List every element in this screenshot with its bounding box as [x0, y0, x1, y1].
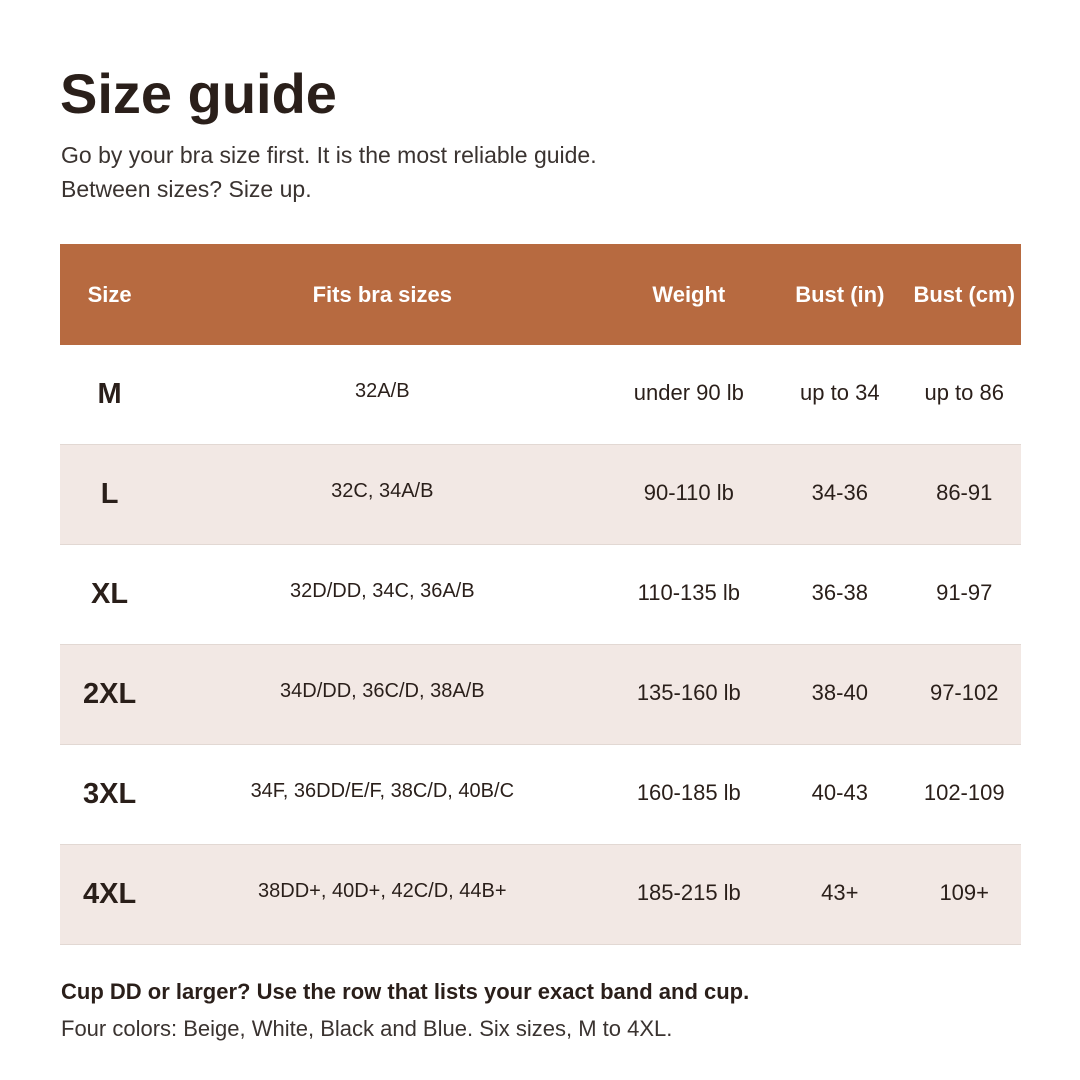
cell-bra-sizes: 38DD+, 40D+, 42C/D, 44B+ — [258, 880, 507, 902]
cell-bust-cm: 109+ — [939, 879, 989, 905]
table-row — [60, 745, 1021, 845]
cell-weight: 90-110 lb — [643, 479, 734, 505]
cell-weight: 160-185 lb — [636, 779, 741, 805]
cup-size-note: Cup DD or larger? Use the row that lists your exact band and cup. — [61, 979, 750, 1004]
table-row — [60, 445, 1021, 545]
cell-bra-sizes: 34F, 36DD/E/F, 38C/D, 40B/C — [250, 780, 515, 802]
subtitle-line-2: Between sizes? Size up. — [61, 176, 312, 202]
cell-weight: under 90 lb — [633, 379, 744, 405]
cell-size: XL — [91, 578, 129, 610]
header-bust-in: Bust (in) — [795, 281, 885, 307]
cell-bust-cm: 102-109 — [923, 779, 1005, 805]
header-bust-cm: Bust (cm) — [913, 281, 1015, 307]
cell-bust-in: 38-40 — [811, 679, 868, 705]
cell-bust-cm: up to 86 — [924, 379, 1004, 405]
table-row — [60, 345, 1021, 445]
cell-bust-cm: 97-102 — [929, 679, 999, 705]
cell-bust-in: 40-43 — [811, 779, 868, 805]
table-row — [60, 645, 1021, 745]
cell-size: 2XL — [82, 678, 137, 710]
subtitle-line-1: Go by your bra size first. It is the most reliable guide. — [61, 142, 597, 168]
colors-sizes-note: Four colors: Beige, White, Black and Blue. Six sizes, M to 4XL. — [61, 1016, 673, 1041]
page-title: Size guide — [60, 62, 337, 125]
cell-bust-in: up to 34 — [800, 379, 880, 405]
cell-bust-cm: 91-97 — [936, 579, 993, 605]
cell-weight: 110-135 lb — [637, 579, 740, 605]
table-row — [60, 845, 1021, 945]
cell-bust-in: 34-36 — [811, 479, 868, 505]
header-weight: Weight — [652, 281, 726, 307]
size-table — [60, 244, 1021, 945]
cell-bust-in: 36-38 — [811, 579, 868, 605]
header-size: Size — [87, 281, 132, 307]
cell-bra-sizes: 34D/DD, 36C/D, 38A/B — [280, 680, 485, 702]
cell-bust-in: 43+ — [821, 879, 859, 905]
table-row — [60, 545, 1021, 645]
cell-size: M — [97, 378, 122, 410]
cell-size: L — [100, 478, 119, 510]
cell-bra-sizes: 32D/DD, 34C, 36A/B — [290, 580, 475, 602]
cell-weight: 135-160 lb — [636, 679, 741, 705]
cell-bra-sizes: 32C, 34A/B — [331, 480, 434, 502]
cell-size: 4XL — [82, 878, 137, 910]
cell-size: 3XL — [82, 778, 137, 810]
header-bra-sizes: Fits bra sizes — [312, 281, 452, 307]
cell-bra-sizes: 32A/B — [355, 380, 410, 402]
cell-weight: 185-215 lb — [636, 879, 741, 905]
table-header-row — [60, 244, 1021, 345]
cell-bust-cm: 86-91 — [936, 479, 993, 505]
